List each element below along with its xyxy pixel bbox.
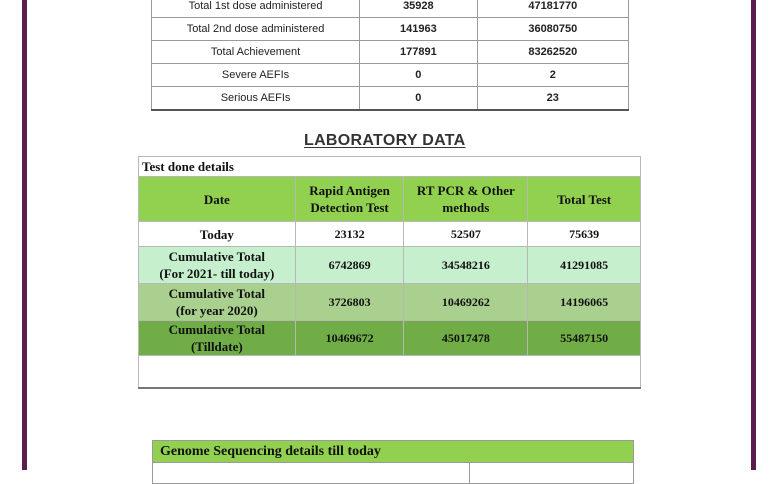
row-label [139, 321, 296, 356]
table-row [153, 463, 634, 484]
row-label: Severe AEFIs [152, 64, 360, 87]
rt-pcr-value: 45017478 [404, 321, 528, 356]
today-value: 177891 [360, 41, 478, 64]
page-border-left [22, 0, 27, 470]
column-header-rt-pcr: RT PCR & Other methods [404, 177, 528, 222]
rt-pcr-value: 52507 [404, 222, 528, 247]
laboratory-data-title: LABORATORY DATA [304, 132, 466, 149]
today-value: 0 [360, 64, 478, 87]
row-label-line2: (for year 2020) [175, 303, 258, 318]
total-test-value: 75639 [528, 222, 641, 247]
rt-pcr-value: 10469262 [404, 284, 528, 321]
rapid-antigen-value: 6742869 [295, 247, 404, 284]
table-row [152, 18, 629, 41]
cumulative-value: 2 [477, 64, 628, 87]
row-label-line1: Cumulative Total [168, 286, 266, 301]
table-row [139, 321, 641, 356]
row-label [139, 222, 296, 247]
page-border-right [751, 0, 756, 470]
blank-cell [139, 356, 641, 389]
rapid-antigen-value: 3726803 [295, 284, 404, 321]
column-header-date: Date [139, 177, 296, 222]
blank-row [139, 356, 641, 389]
table-row [152, 0, 629, 18]
today-value: 35928 [360, 0, 478, 18]
table-header-row [139, 177, 641, 222]
table-row [139, 247, 641, 284]
cumulative-value: 23 [477, 87, 628, 111]
total-test-value: 55487150 [528, 321, 641, 356]
table-row [152, 41, 629, 64]
cumulative-value: 47181770 [477, 0, 628, 18]
rapid-antigen-value: 10469672 [295, 321, 404, 356]
today-value: 141963 [360, 18, 478, 41]
table-row [139, 222, 641, 247]
cumulative-value: 83262520 [477, 41, 628, 64]
row-label: Total 1st dose administered [152, 0, 360, 18]
table-row [152, 87, 629, 111]
total-test-value: 41291085 [528, 247, 641, 284]
row-label-line2: (Tilldate) [190, 339, 243, 354]
row-label [139, 247, 296, 284]
row-label [139, 284, 296, 321]
row-label: Total Achievement [152, 41, 360, 64]
row-label-line1: Cumulative Total [168, 322, 266, 337]
test-done-caption: Test done details [139, 157, 641, 177]
row-label-line2: (For 2021- till today) [159, 266, 275, 281]
row-label: Total 2nd dose administered [152, 18, 360, 41]
table-header-row [153, 441, 634, 463]
row-label-line1: Cumulative Total [168, 249, 266, 264]
table-row [139, 284, 641, 321]
row-label: Serious AEFIs [152, 87, 360, 111]
rt-pcr-value: 34548216 [404, 247, 528, 284]
variant-count [470, 463, 634, 484]
cumulative-value: 36080750 [477, 18, 628, 41]
table-row [152, 64, 629, 87]
laboratory-table [138, 156, 641, 389]
rapid-antigen-value: 23132 [295, 222, 404, 247]
today-value: 0 [360, 87, 478, 111]
column-header-rapid-antigen: Rapid Antigen Detection Test [295, 177, 404, 222]
genome-sequencing-table [152, 440, 634, 484]
column-header-total-test: Total Test [528, 177, 641, 222]
genome-sequencing-title: Genome Sequencing details till today [153, 441, 634, 463]
vaccination-table [151, 0, 629, 111]
variant-label [153, 463, 470, 484]
row-label-line1: Today [199, 226, 234, 242]
total-test-value: 14196065 [528, 284, 641, 321]
